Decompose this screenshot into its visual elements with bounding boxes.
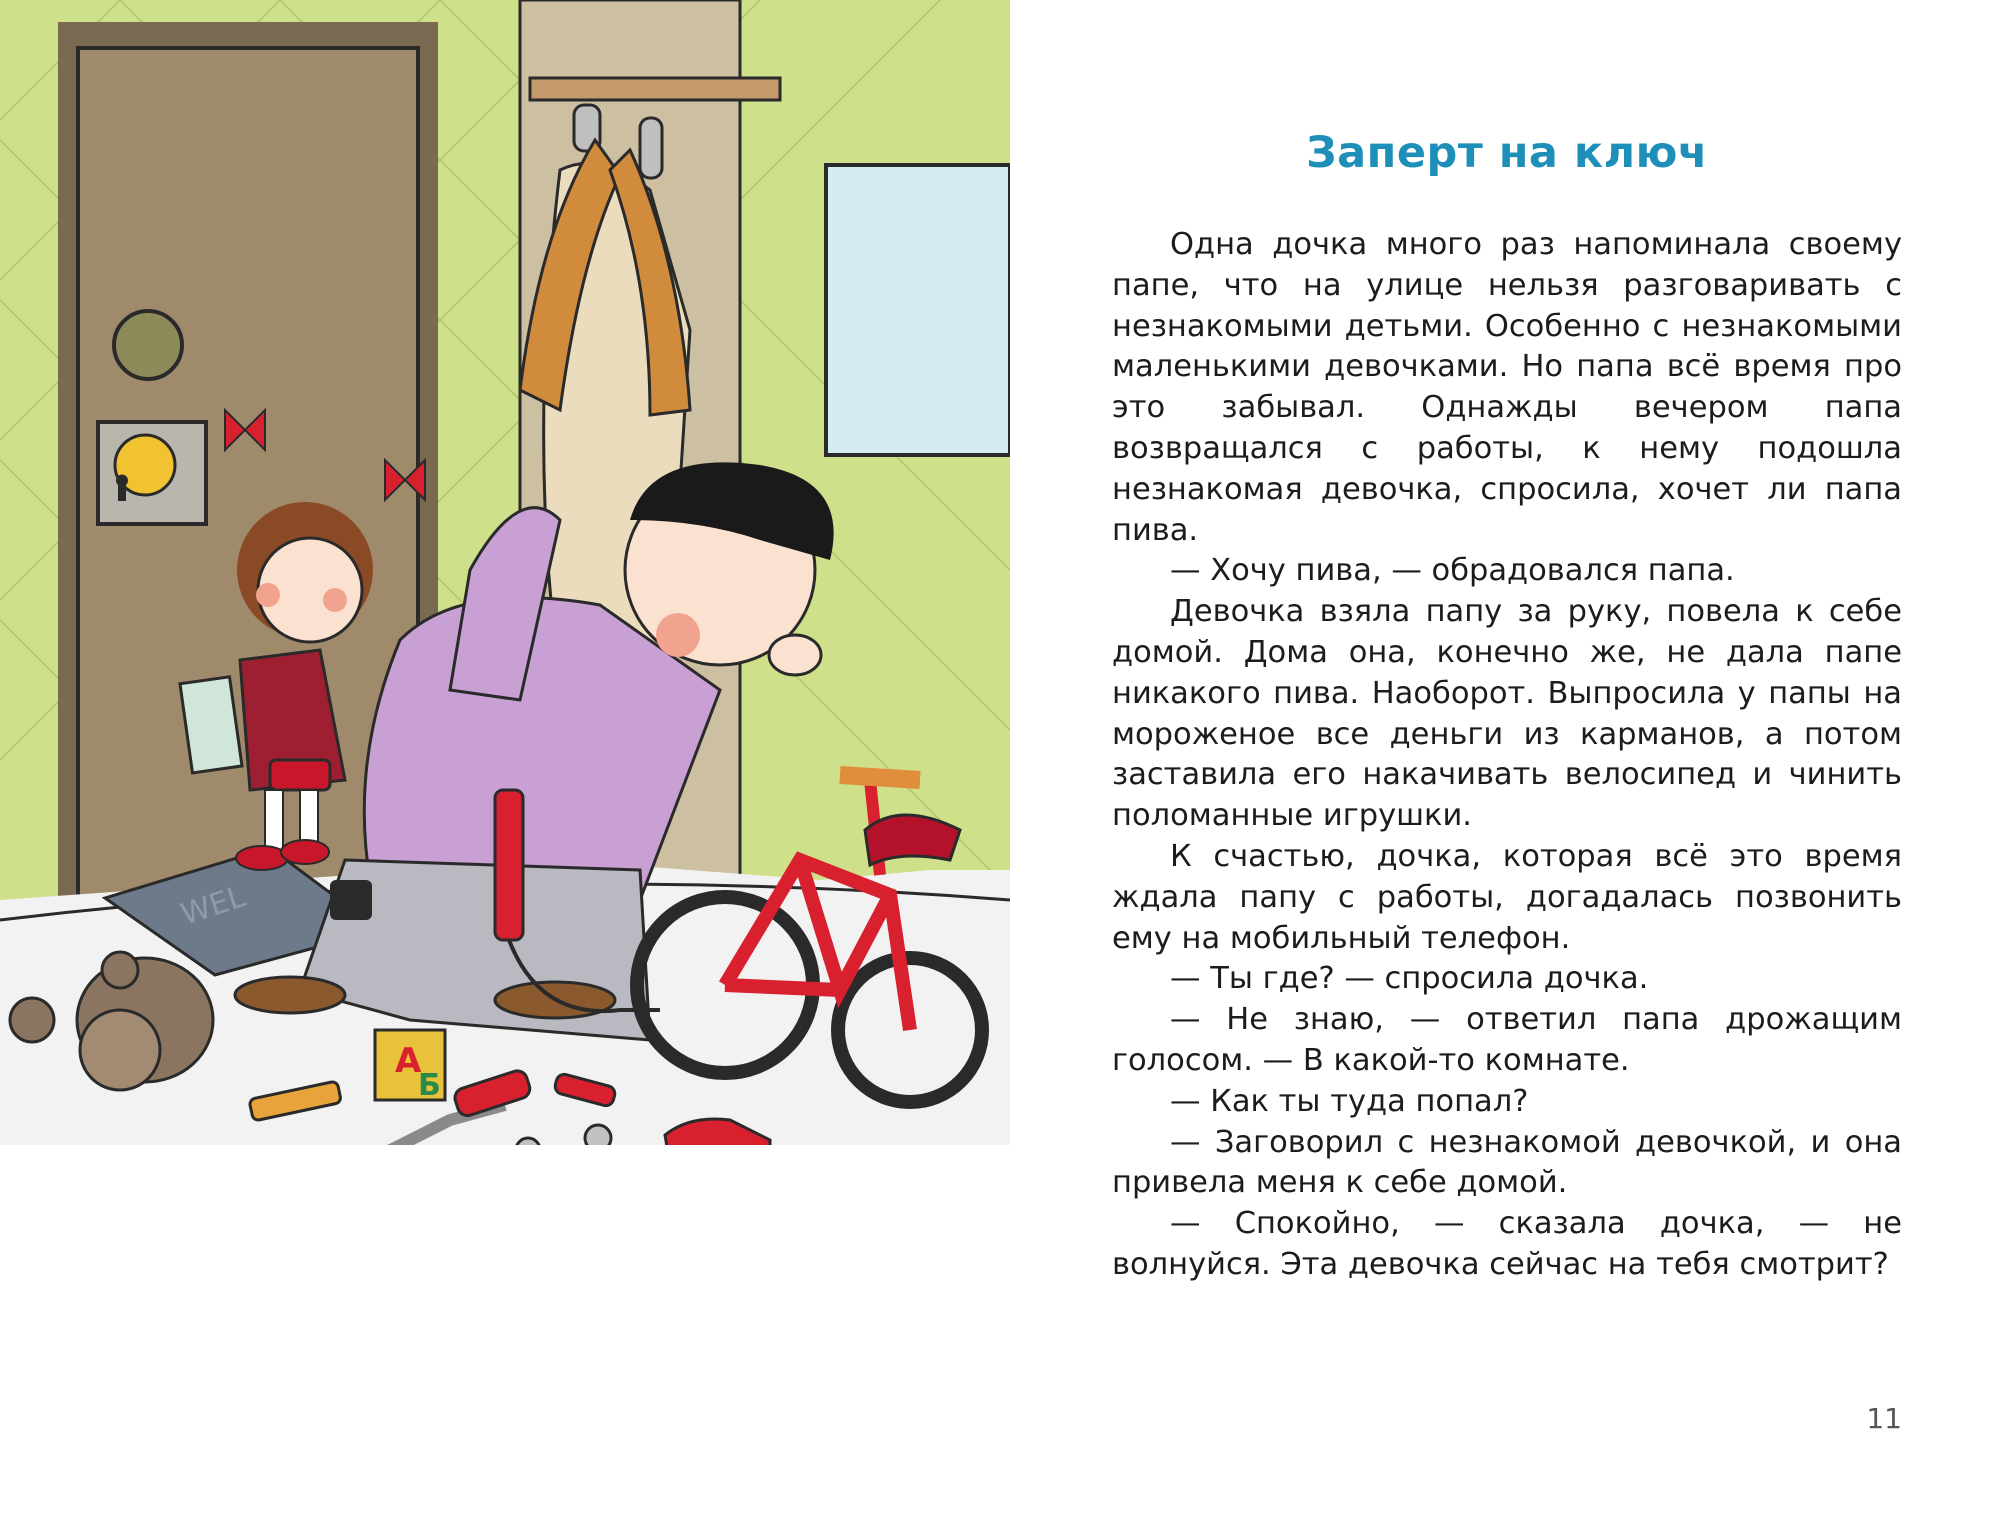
girl-leg: [265, 790, 283, 850]
girl-purse: [270, 760, 330, 790]
page-number: 11: [1866, 1402, 1902, 1435]
girl-cheek-2: [323, 588, 347, 612]
bicycle-pump: [495, 790, 523, 940]
girl-shoe: [236, 846, 288, 870]
dad-shoe-2: [235, 977, 345, 1013]
text-page: [1112, 0, 1902, 1536]
dad-cheek: [656, 613, 700, 657]
paragraph: — Ты где? — спросила дочка.: [1170, 961, 1649, 997]
mirror: [826, 165, 1010, 455]
hat-shelf: [530, 78, 780, 100]
story-title: Заперт на ключ: [1306, 128, 1708, 178]
block-letter-b: Б: [418, 1068, 441, 1103]
paragraph: Одна дочка много раз напоминала своему папе, что на улице нельзя разговаривать с незнакомыми детьми. Особенно с незнакомыми маленькими девочками. Но папа всё время про это забывал. Однажды вечером папа возвращался с работы, к нему подошла незнакомая девочка, спросила, хочет ли папа пива.: [1112, 227, 1902, 548]
bicycle-handlebar: [840, 775, 920, 780]
girl-leg-2: [300, 790, 318, 845]
banknotes: [180, 677, 242, 773]
paragraph: — Не знаю, — ответил папа дрожащим голосом. — В какой-то комнате.: [1112, 1002, 1902, 1078]
illustration-svg: [0, 0, 1010, 1145]
doormat-text: WEL: [176, 879, 250, 933]
dad-nose: [769, 635, 821, 675]
alphabet-block: [375, 1030, 445, 1103]
block-letter-a: А: [395, 1041, 422, 1081]
paragraph: — Спокойно, — сказала дочка, — не волнуйся. Эта девочка сейчас на тебя смотрит?: [1112, 1206, 1902, 1282]
bicycle-seat: [865, 815, 960, 865]
door-knob: [114, 311, 182, 379]
paragraph: — Хочу пива, — обрадовался папа.: [1170, 553, 1735, 589]
story-body: [1112, 225, 1902, 1286]
paragraph: — Как ты туда попал?: [1170, 1083, 1529, 1119]
paragraph: Девочка взяла папу за руку, повела к себе домой. Дома она, конечно же, не дала папе никакого пива. Наоборот. Выпросила у папы на мороженое все деньги из карманов, а потом заставила его накачивать велосипед и чинить поломанные игрушки.: [1112, 594, 1902, 834]
mobile-phone: [330, 880, 372, 920]
girl-shoe-2: [281, 840, 329, 864]
paragraph: — Заговорил с незнакомой девочкой, и она привела меня к себе домой.: [1112, 1124, 1902, 1201]
girl-cheek: [256, 583, 280, 607]
coat-hook-2: [640, 118, 662, 178]
story-illustration: [0, 0, 1010, 1145]
nut: [585, 1125, 611, 1145]
paragraph: К счастью, дочка, которая всё это время ждала папу с работы, догадалась позвонить ему на мобильный телефон.: [1112, 838, 1902, 956]
